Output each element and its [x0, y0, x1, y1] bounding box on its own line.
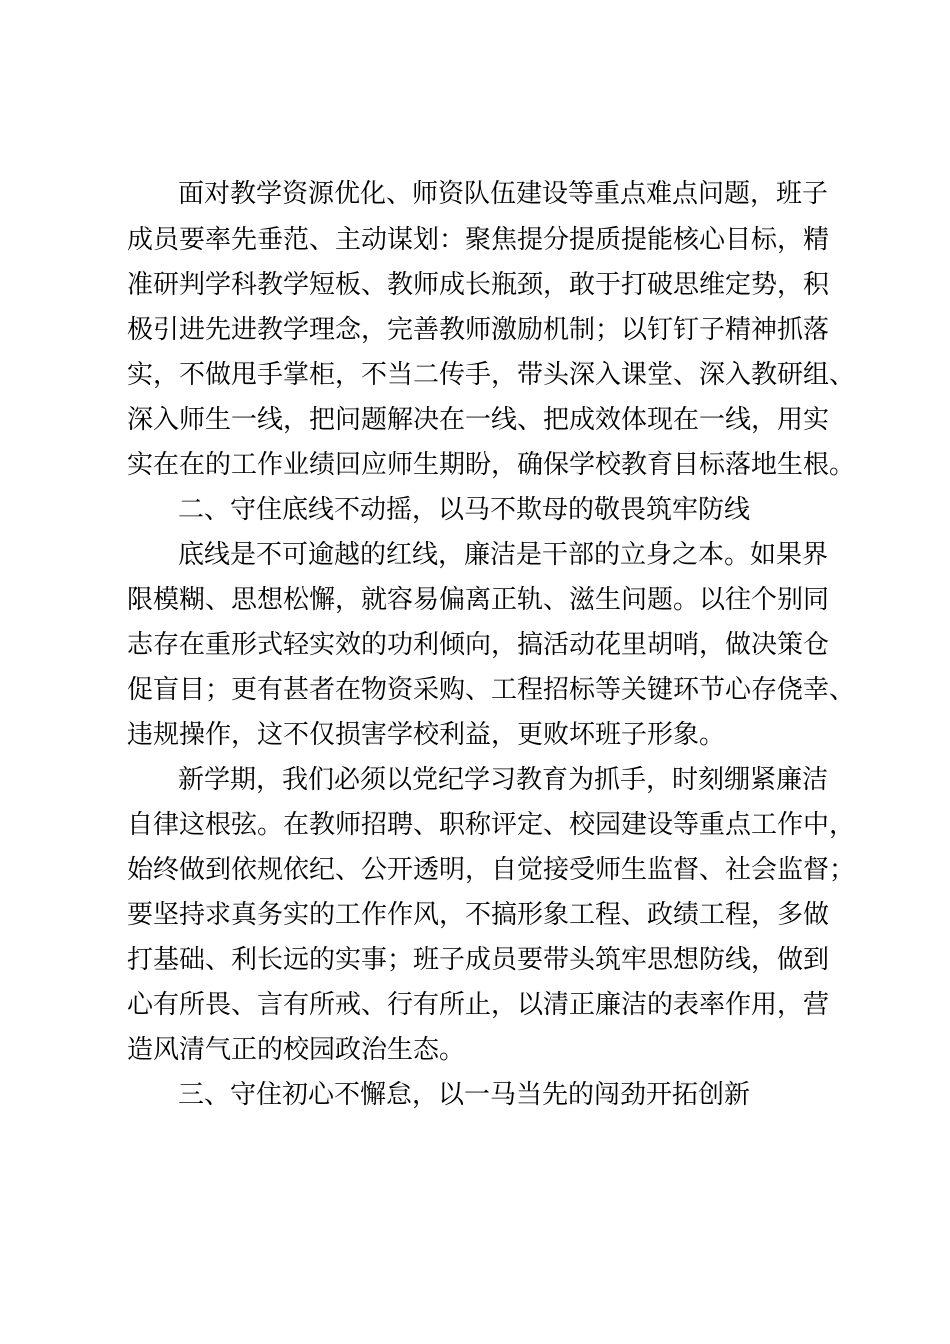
paragraph-3-line-7: 造风清气正的校园政治生态。: [127, 1035, 466, 1065]
paragraph-3-line-1: 新学期，我们必须以党纪学习教育为抓手，时刻绷紧廉洁: [178, 765, 829, 795]
paragraph-3-line-5: 打基础、利长远的实事；班子成员要带头筑牢思想防线，做到: [127, 945, 830, 975]
paragraph-3-line-3: 始终做到依规依纪、公开透明，自觉接受师生监督、社会监督；: [127, 855, 856, 885]
paragraph-3-line-4: 要坚持求真务实的工作作风，不搞形象工程、政绩工程，多做: [127, 900, 830, 930]
paragraph-1-line-7: 实在在的工作业绩回应师生期盼，确保学校教育目标落地生根。: [127, 450, 856, 480]
paragraph-1-line-3: 准研判学科教学短板、教师成长瓶颈，敢于打破思维定势，积: [127, 270, 830, 300]
paragraph-1-line-2: 成员要率先垂范、主动谋划：聚焦提分提质提能核心目标，精: [127, 225, 830, 255]
paragraph-1-line-4: 极引进先进教学理念，完善教师激励机制；以钉钉子精神抓落: [127, 315, 830, 345]
paragraph-3-line-2: 自律这根弦。在教师招聘、职称评定、校园建设等重点工作中，: [127, 810, 856, 840]
paragraph-2-line-3: 志存在重形式轻实效的功利倾向，搞活动花里胡哨，做决策仓: [127, 630, 830, 660]
paragraph-1-line-1: 面对教学资源优化、师资队伍建设等重点难点问题，班子: [178, 179, 829, 209]
section-heading-3: 三、守住初心不懈怠，以一马当先的闯劲开拓创新: [178, 1080, 751, 1110]
paragraph-3-line-6: 心有所畏、言有所戒、行有所止，以清正廉洁的表率作用，营: [127, 990, 830, 1020]
paragraph-1-line-5: 实，不做甩手掌柜，不当二传手，带头深入课堂、深入教研组、: [127, 360, 856, 390]
section-heading-2: 二、守住底线不动摇，以马不欺母的敬畏筑牢防线: [178, 495, 751, 525]
paragraph-2-line-1: 底线是不可逾越的红线，廉洁是干部的立身之本。如果界: [178, 540, 829, 570]
paragraph-1-line-6: 深入师生一线，把问题解决在一线、把成效体现在一线，用实: [127, 405, 830, 435]
paragraph-2-line-5: 违规操作，这不仅损害学校利益，更败坏班子形象。: [127, 720, 726, 750]
paragraph-2-line-4: 促盲目；更有甚者在物资采购、工程招标等关键环节心存侥幸、: [127, 675, 856, 705]
paragraph-2-line-2: 限模糊、思想松懈，就容易偏离正轨、滋生问题。以往个别同: [127, 585, 830, 615]
